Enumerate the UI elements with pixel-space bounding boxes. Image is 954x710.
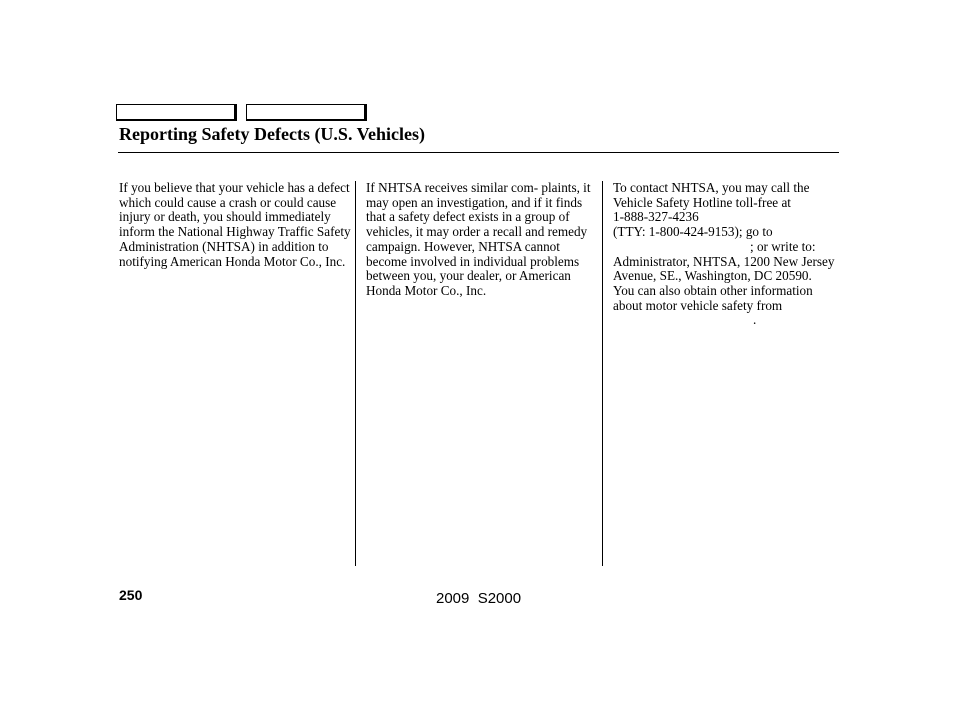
- investigation-paragraph: If NHTSA receives similar com- plaints, it may open an investigation, and if it finds that a safety defect exists in a group of vehicles, it may order a recall and remedy campaign. However, NHTSA cannot become involved in individual problems between you, your dealer, or American Honda Motor Co., Inc.: [366, 180, 591, 298]
- footer-model: 2009 S2000: [436, 590, 522, 607]
- more-info-text: You can also obtain other information about motor vehicle safety from: [613, 282, 813, 313]
- write-to-text: ; or write to:: [750, 238, 816, 254]
- page-title: Reporting Safety Defects (U.S. Vehicles): [119, 124, 425, 144]
- main-menu-tab[interactable]: [116, 104, 237, 121]
- index-tab[interactable]: [246, 104, 367, 121]
- more-info-line: [613, 284, 845, 328]
- page-number: 250: [119, 587, 143, 603]
- tty-line: (TTY: 1-800-424-9153); go to: [613, 224, 773, 240]
- column-2: [366, 181, 598, 299]
- contact-intro: To contact NHTSA, you may call the Vehicle Safety Hotline toll-free at: [613, 180, 810, 210]
- nhtsa-address: Administrator, NHTSA, 1200 New Jersey Avenue, SE., Washington, DC 20590.: [613, 253, 835, 284]
- hotline-phone: 1-888-327-4236: [613, 209, 699, 225]
- title-rule: [118, 152, 839, 153]
- column-3: [613, 181, 845, 328]
- column-1: [119, 181, 351, 269]
- write-to-line: [613, 240, 845, 255]
- column-divider-2: [602, 181, 603, 566]
- column-divider-1: [355, 181, 356, 566]
- more-info-end: .: [753, 312, 757, 328]
- defect-paragraph: If you believe that your vehicle has a defect which could cause a crash or could cause injury or death, you should immediately inform the National Highway Traffic Safety Administration (NHTSA) in addition to notifying American Honda Motor Co., Inc.: [119, 180, 351, 269]
